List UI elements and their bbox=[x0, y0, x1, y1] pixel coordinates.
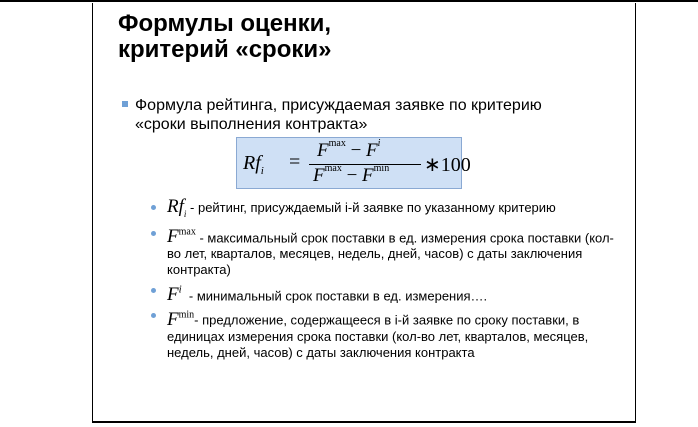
slide bbox=[92, 3, 636, 423]
round-bullet-icon bbox=[151, 231, 156, 236]
formula-lhs: $Rf_i$ bbox=[243, 152, 264, 177]
definition-item bbox=[151, 225, 621, 278]
title-line-1: Формулы оценки, bbox=[118, 10, 332, 37]
formula-equals: = bbox=[289, 151, 301, 173]
title-line-2: критерий «сроки» bbox=[118, 36, 332, 63]
formula-multiplier: ∗100 bbox=[424, 154, 471, 176]
definition-symbol: $F^{min}$ bbox=[167, 308, 195, 330]
definition-text: - предложение, содержащееся в i-й заявке по сроку поставки, в единицах измерения срока поставки (кол-во лет, кварталов, месяцев, недель, дней, часов) с даты заключения контракта bbox=[167, 312, 589, 360]
definition-text: - минимальный срок поставки в ед. измерения…. bbox=[181, 288, 488, 304]
definition-symbol: $Rf_i$ bbox=[167, 196, 187, 219]
top-rule bbox=[0, 0, 698, 2]
definition-symbol: $F^{max}$ bbox=[167, 226, 196, 248]
definition-text: - рейтинг, присуждаемый i-й заявке по указанному критерию bbox=[186, 200, 556, 215]
main-bullet-line-2: «сроки выполнения контракта» bbox=[135, 116, 368, 133]
formula-denominator: $F^{max} - F^{min}$ bbox=[313, 163, 390, 186]
round-bullet-icon bbox=[151, 205, 156, 210]
square-bullet-icon bbox=[122, 101, 128, 107]
main-bullet-line-1: Формула рейтинга, присуждаемая заявке по критерию bbox=[135, 97, 542, 114]
definition-item bbox=[151, 307, 621, 360]
formula-fraction bbox=[309, 140, 421, 188]
definition-item bbox=[151, 282, 621, 304]
definition-text: - максимальный срок поставки в ед. измерения срока поставки (кол-во лет, кварталов, месяцев, недель, дней, часов) с даты заключения контракта) bbox=[167, 230, 614, 278]
round-bullet-icon bbox=[151, 288, 156, 293]
main-bullet bbox=[127, 96, 627, 134]
slide-title bbox=[118, 11, 618, 63]
rating-formula bbox=[236, 137, 471, 189]
definitions-list bbox=[151, 196, 621, 361]
definition-item bbox=[151, 196, 621, 222]
round-bullet-icon bbox=[151, 313, 156, 318]
definition-symbol: $F^i$ bbox=[167, 284, 182, 306]
formula-numerator: $F^{max} - F^i$ bbox=[317, 138, 381, 161]
